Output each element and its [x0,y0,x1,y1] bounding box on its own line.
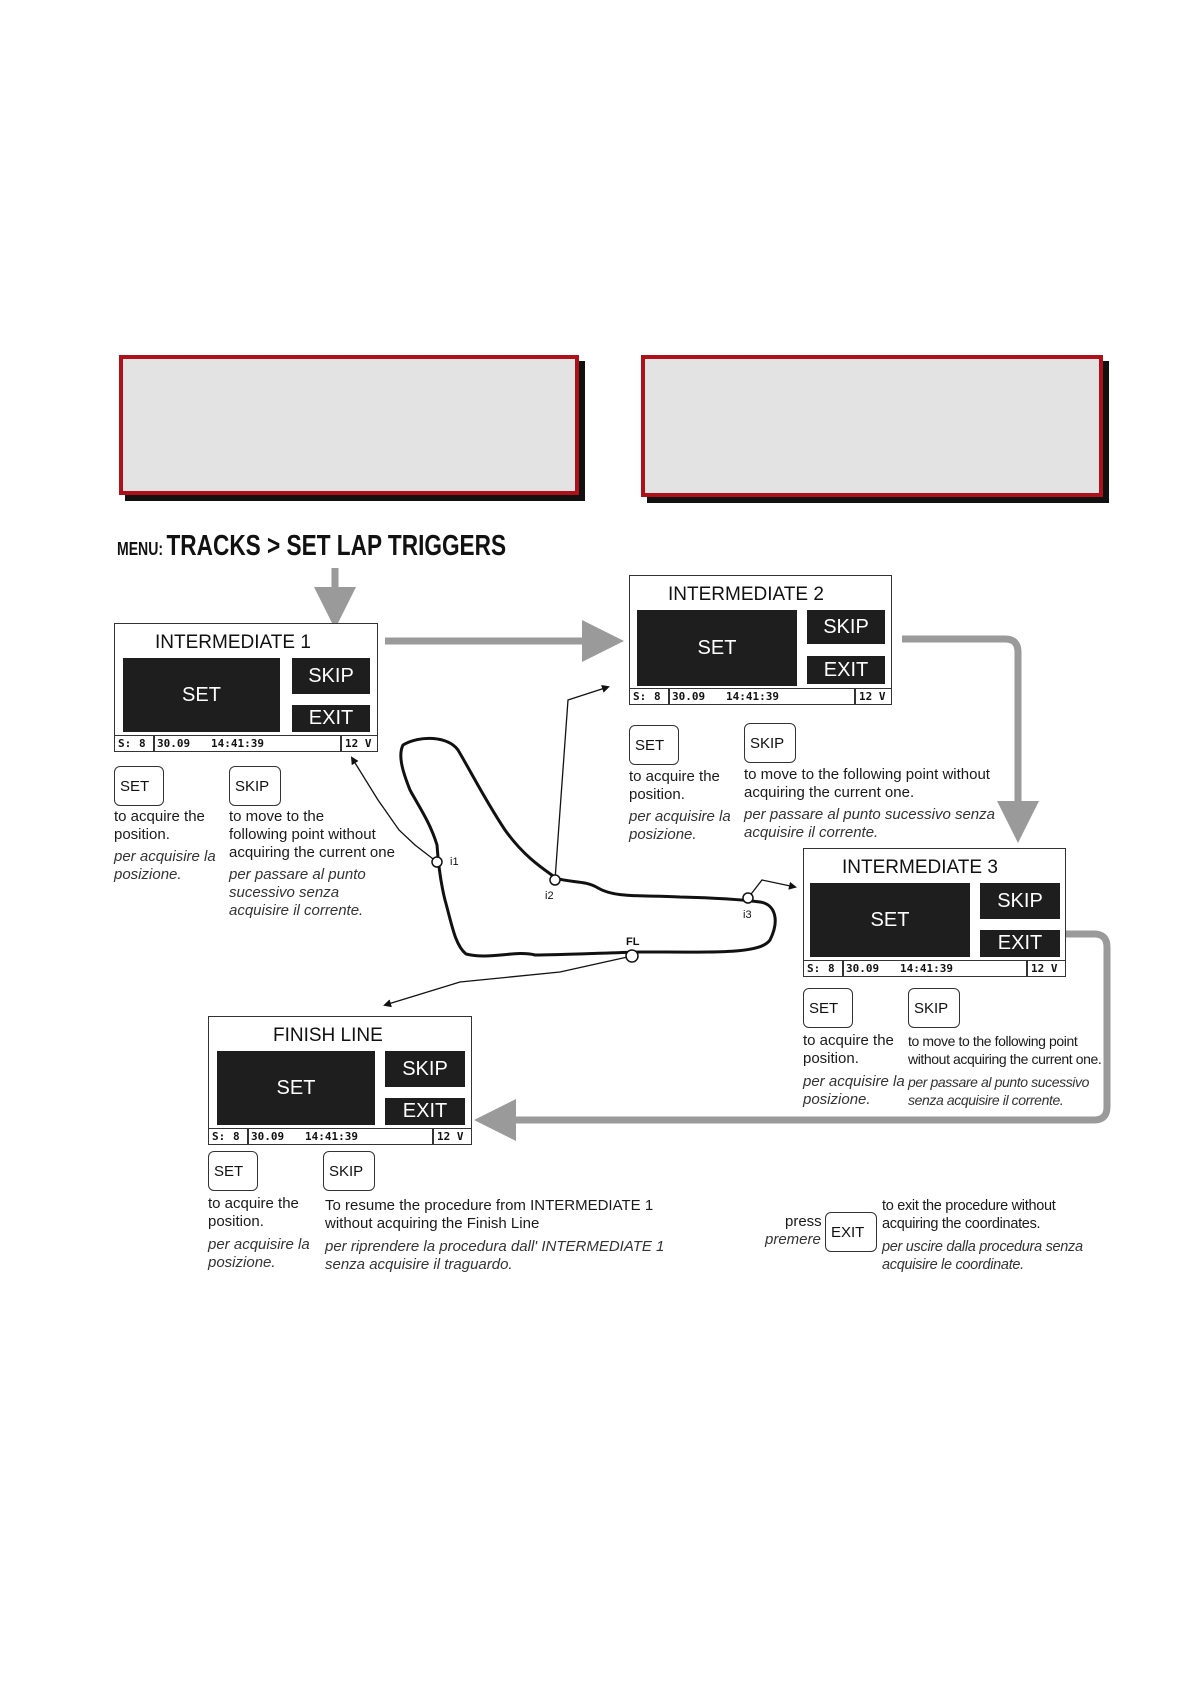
status-bar [209,1128,471,1144]
help-fl-skip-it: per riprendere la procedura dall' INTERMEDIATE 1 senza acquisire il traguardo. [325,1238,665,1273]
screen-intermediate-3 [803,848,1066,977]
point-fl [626,950,638,962]
exit-button[interactable]: EXIT [385,1098,465,1125]
exit-button[interactable]: EXIT [980,930,1060,957]
sat-count: 8 [654,690,661,703]
point-i3 [743,893,753,903]
help-i2-set-it: per acquisire la posizione. [629,808,731,843]
sat-label: S: [118,737,132,750]
help-exit-press-en: press [785,1213,822,1230]
key-set: SET [114,766,164,806]
help-i3-skip-en: to move to the following point without acquiring the current one. [908,1033,1102,1067]
set-button[interactable]: SET [217,1051,375,1125]
help-i1-set-en: to acquire the position. [114,808,205,843]
screen-title: FINISH LINE [273,1025,383,1046]
skip-button[interactable]: SKIP [980,883,1060,919]
connector-fl [385,956,632,1005]
time: 14:41:39 [211,737,264,750]
exit-button[interactable]: EXIT [292,705,370,732]
help-i1-skip-it: per passare al punto sucessivo senza acquisire il corrente. [229,866,366,919]
time: 14:41:39 [900,962,953,975]
date: 30.09 [846,962,880,975]
point-i1 [432,857,442,867]
date: 30.09 [672,690,706,703]
key-set: SET [208,1151,258,1191]
time: 14:41:39 [726,690,779,703]
help-i3-skip-it: per passare al punto sucessivo senza acquisire il corrente. [908,1074,1089,1108]
key-set: SET [629,725,679,765]
key-skip: SKIP [744,723,796,763]
screen-title: INTERMEDIATE 3 [842,857,998,878]
screen-title: INTERMEDIATE 1 [155,632,311,653]
help-i2-skip-en: to move to the following point without acquiring the current one. [744,766,990,801]
time: 14:41:39 [305,1130,358,1143]
screen-finish-line [208,1016,472,1145]
key-set: SET [803,988,853,1028]
skip-button[interactable]: SKIP [292,658,370,694]
status-bar [804,960,1065,976]
help-fl-set-en: to acquire the position. [208,1195,299,1230]
screen-intermediate-1 [114,623,378,752]
set-button[interactable]: SET [810,883,970,957]
status-bar [115,735,377,751]
help-fl-skip-en: To resume the procedure from INTERMEDIATE 1 without acquiring the Finish Line [325,1197,654,1232]
connector-i2 [555,687,608,880]
help-fl-set-it: per acquisire la posizione. [208,1236,310,1271]
sat-label: S: [212,1130,226,1143]
set-button[interactable]: SET [123,658,280,732]
exit-button[interactable]: EXIT [807,656,885,684]
help-i1-skip-en: to move to the following point without acquiring the current one [229,808,395,861]
track-label-i2: i2 [545,890,554,902]
help-i2-set-en: to acquire the position. [629,768,720,803]
sat-count: 8 [139,737,146,750]
date: 30.09 [251,1130,285,1143]
sat-count: 8 [233,1130,240,1143]
help-i2-skip-it: per passare al punto sucessivo senza acquisire il corrente. [744,806,995,841]
help-exit-it: per uscire dalla procedura senza acquisire le coordinate. [882,1239,1083,1273]
screen-intermediate-2 [629,575,892,705]
help-i3-set-en: to acquire the position. [803,1032,894,1067]
status-bar [630,688,891,704]
menu-path: TRACKS > SET LAP TRIGGERS [166,530,507,562]
key-skip: SKIP [323,1151,375,1191]
menu-prefix: MENU: [117,539,164,559]
date: 30.09 [157,737,191,750]
sat-label: S: [807,962,821,975]
connector-i3 [748,880,795,898]
skip-button[interactable]: SKIP [807,610,885,644]
point-i2 [550,875,560,885]
voltage: 12 V [1031,962,1058,975]
help-i1-set-it: per acquisire la posizione. [114,848,216,883]
sat-count: 8 [828,962,835,975]
screen-title: INTERMEDIATE 2 [668,584,824,605]
key-skip: SKIP [229,766,281,806]
set-button[interactable]: SET [637,610,797,686]
key-exit: EXIT [825,1212,877,1252]
help-exit-en: to exit the procedure without acquiring the coordinates. [882,1198,1056,1232]
voltage: 12 V [437,1130,464,1143]
track-label-i1: i1 [450,856,459,868]
track-label-fl: FL [626,936,640,948]
track-label-i3: i3 [743,909,752,921]
sat-label: S: [633,690,647,703]
voltage: 12 V [345,737,372,750]
help-exit-press-it: premere [765,1231,821,1248]
help-i3-set-it: per acquisire la posizione. [803,1073,905,1108]
voltage: 12 V [859,690,886,703]
key-skip: SKIP [908,988,960,1028]
skip-button[interactable]: SKIP [385,1051,465,1087]
